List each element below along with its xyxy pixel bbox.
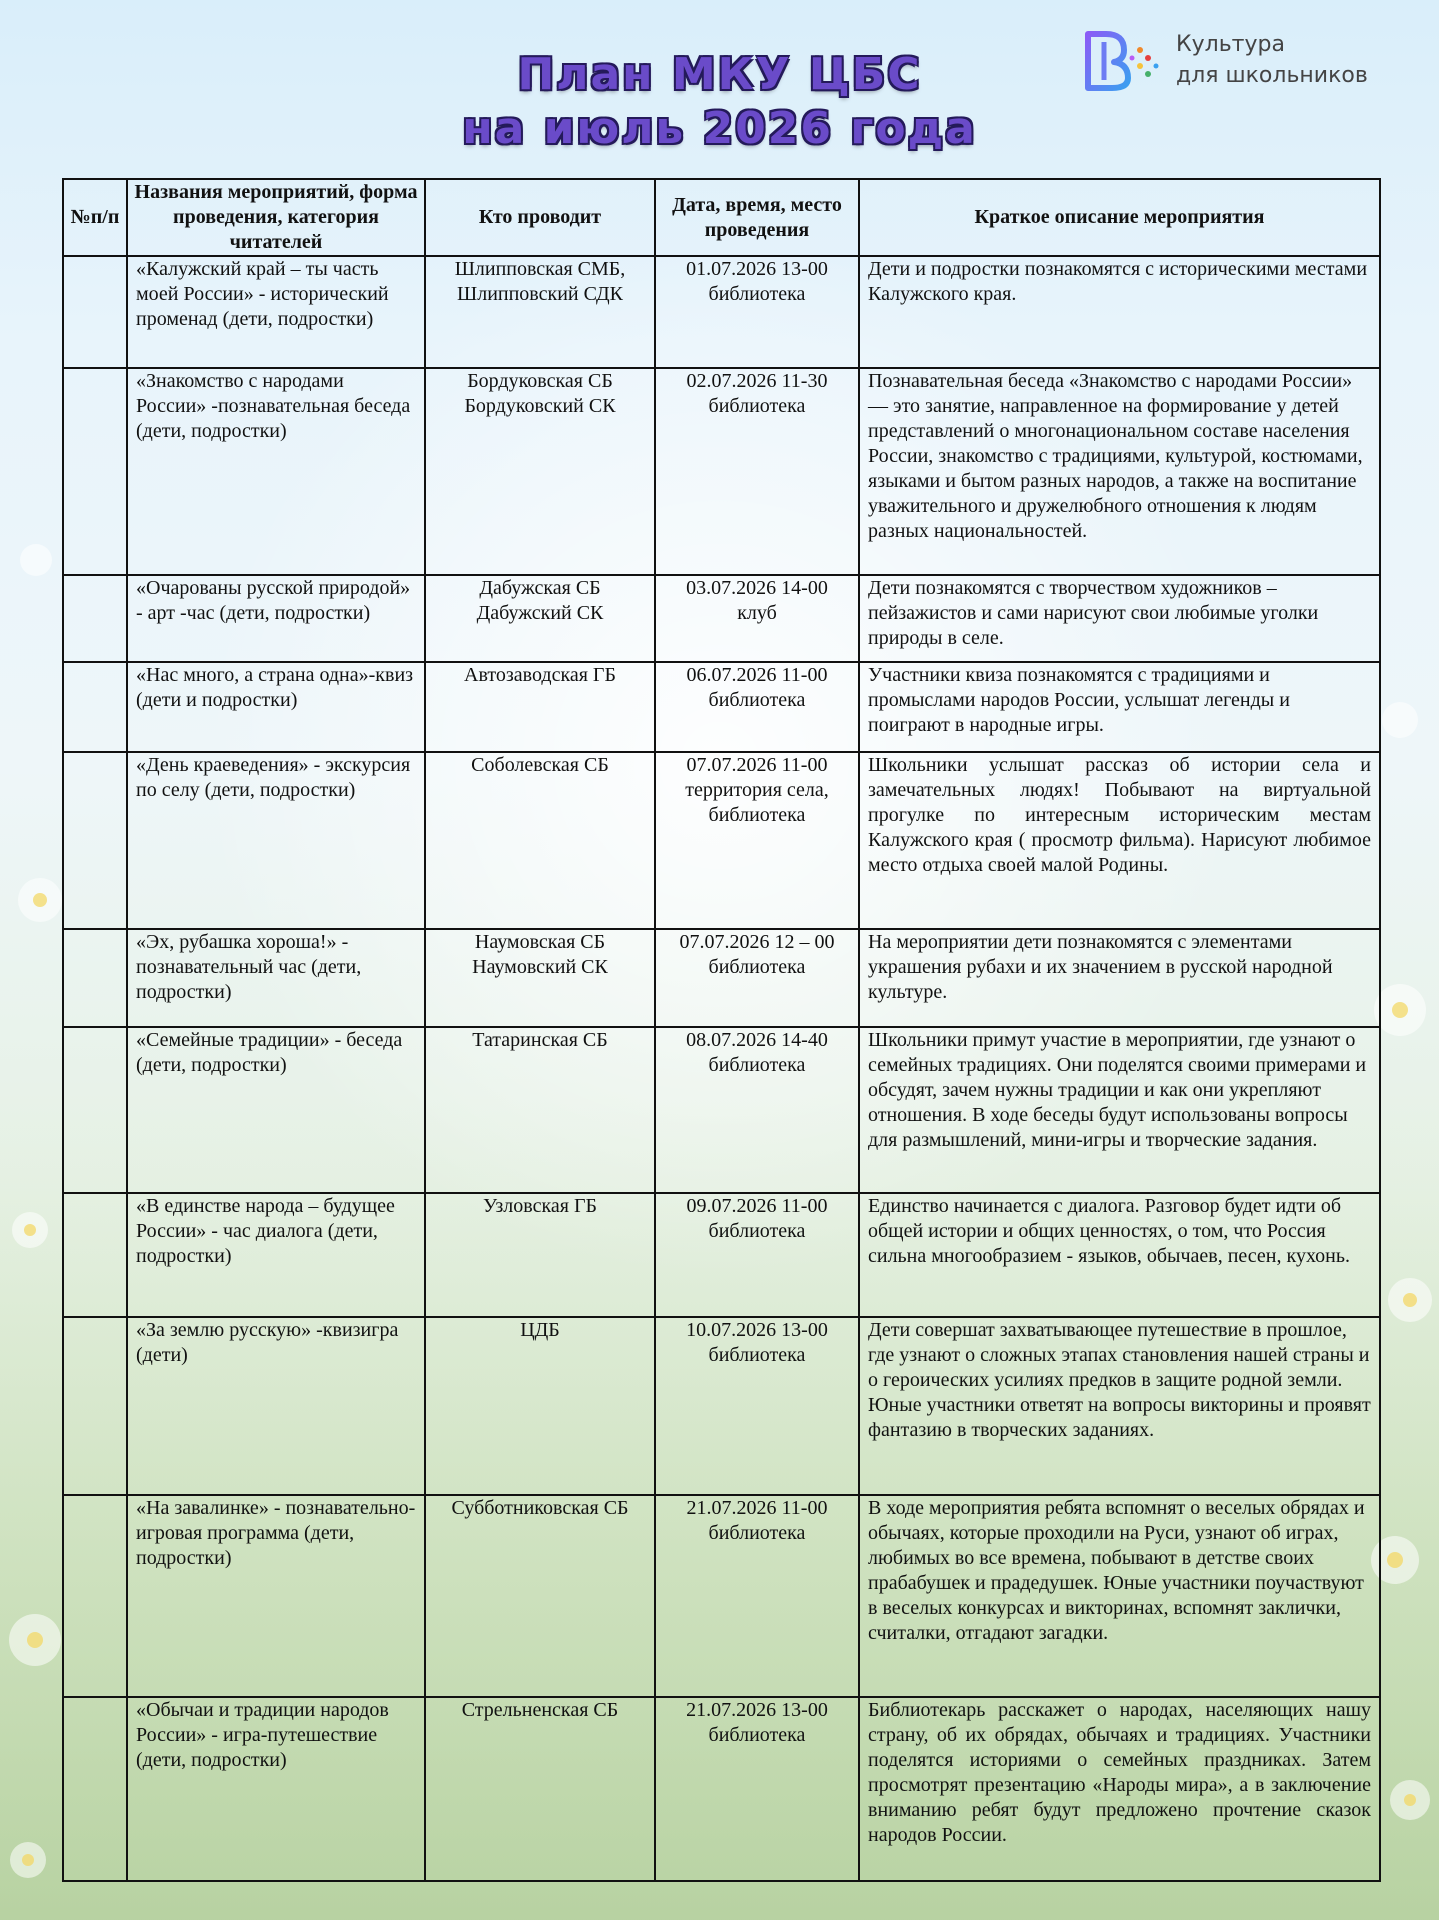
cell-who: Наумовская СБ Наумовский СК [425, 929, 655, 1027]
table-row [63, 752, 1380, 929]
cell-name: «За землю русскую» -квизигра (дети) [127, 1317, 425, 1495]
cell-who: Бордуковская СБ Бордуковский СК [425, 368, 655, 575]
table-row [63, 1027, 1380, 1193]
brand-logo-line1: Культура [1176, 32, 1285, 57]
cell-num [63, 368, 127, 575]
table-row [63, 1697, 1380, 1881]
cell-name: «Эх, рубашка хороша!» - познавательный час (дети, подростки) [127, 929, 425, 1027]
cell-name: «Калужский край – ты часть моей России» - исторический променад (дети, подростки) [127, 256, 425, 368]
table-row [63, 1317, 1380, 1495]
table-row [63, 1495, 1380, 1697]
cell-who: Дабужская СБ Дабужский СК [425, 575, 655, 662]
cell-num [63, 256, 127, 368]
cell-date: 03.07.2026 14-00 клуб [655, 575, 859, 662]
cell-num [63, 1697, 127, 1881]
cell-desc: Дети совершат захватывающее путешествие в прошлое, где узнают о сложных этапах становления нашей страны и о героических усилиях предков в защите родной земли. Юные участники ответят на вопросы викторины и проявят фантазию в творческих заданиях. [859, 1317, 1380, 1495]
table-row [63, 662, 1380, 752]
cell-desc: Дети познакомятся с творчеством художников – пейзажистов и сами нарисуют свои любимые уголки природы в селе. [859, 575, 1380, 662]
cell-name: «День краеведения» - экскурсия по селу (дети, подростки) [127, 752, 425, 929]
cell-date: 08.07.2026 14-40 библиотека [655, 1027, 859, 1193]
cell-date: 07.07.2026 11-00 территория села, библиотека [655, 752, 859, 929]
cell-date: 06.07.2026 11-00 библиотека [655, 662, 859, 752]
cell-num [63, 1495, 127, 1697]
cell-date: 10.07.2026 13-00 библиотека [655, 1317, 859, 1495]
cell-date: 01.07.2026 13-00 библиотека [655, 256, 859, 368]
table-row [63, 368, 1380, 575]
cell-desc: Школьники услышат рассказ об истории села и замечательных людях! Побывают на виртуальной прогулке по интересным историческим местам Калужского края ( просмотр фильма). Нарисуют любимое место отдыха своей малой Родины. [859, 752, 1380, 929]
cell-who: Субботниковская СБ [425, 1495, 655, 1697]
cell-name: «В единстве народа – будущее России» - час диалога (дети, подростки) [127, 1193, 425, 1317]
cell-who: Автозаводская ГБ [425, 662, 655, 752]
cell-who: Шлипповская СМБ, Шлипповский СДК [425, 256, 655, 368]
events-table [62, 178, 1381, 1882]
page-title [0, 48, 1439, 156]
cell-num [63, 1027, 127, 1193]
cell-who: Татаринская СБ [425, 1027, 655, 1193]
page-title-line2: на июль 2026 года [462, 103, 977, 154]
cell-num [63, 1193, 127, 1317]
header-name: Названия мероприятий, форма проведения, категория читателей [127, 179, 425, 256]
cell-num [63, 1317, 127, 1495]
table-row [63, 929, 1380, 1027]
cell-date: 21.07.2026 11-00 библиотека [655, 1495, 859, 1697]
table-row [63, 256, 1380, 368]
cell-name: «Знакомство с народами России» -познавательная беседа (дети, подростки) [127, 368, 425, 575]
cell-who: Стрельненская СБ [425, 1697, 655, 1881]
cell-name: «Нас много, а страна одна»-квиз (дети и подростки) [127, 662, 425, 752]
cell-num [63, 752, 127, 929]
table-row [63, 575, 1380, 662]
cell-desc: Познавательная беседа «Знакомство с народами России» — это занятие, направленное на формирование у детей представлений о многонациональном составе населения России, знакомство с традициями, культурой, костюмами, языками и бытом разных народов, а также на воспитание уважительного и дружелюбного отношения к людям разных национальностей. [859, 368, 1380, 575]
cell-date: 07.07.2026 12 – 00 библиотека [655, 929, 859, 1027]
cell-desc: В ходе мероприятия ребята вспомнят о веселых обрядах и обычаях, которые проходили на Руси, узнают об играх, любимых во все времена, побывают в детстве своих прабабушек и прадедушек. Юные участники поучаствуют в веселых конкурсах и викторинах, вспомнят заклички, считалки, отгадают загадки. [859, 1495, 1380, 1697]
events-table-container [62, 178, 1379, 1882]
cell-name: «Обычаи и традиции народов России» - игра-путешествие (дети, подростки) [127, 1697, 425, 1881]
table-header-row [63, 179, 1380, 256]
cell-num [63, 575, 127, 662]
page-title-line1: План МКУ ЦБС [517, 49, 922, 100]
cell-num [63, 662, 127, 752]
cell-desc: На мероприятии дети познакомятся с элементами украшения рубахи и их значением в русской народной культуре. [859, 929, 1380, 1027]
cell-date: 02.07.2026 11-30 библиотека [655, 368, 859, 575]
cell-name: «На завалинке» - познавательно-игровая программа (дети, подростки) [127, 1495, 425, 1697]
cell-desc: Участники квиза познакомятся с традициями и промыслами народов России, услышат легенды и поиграют в народные игры. [859, 662, 1380, 752]
cell-who: ЦДБ [425, 1317, 655, 1495]
header-num: №п/п [63, 179, 127, 256]
cell-who: Соболевская СБ [425, 752, 655, 929]
cell-name: «Очарованы русской природой» - арт -час (дети, подростки) [127, 575, 425, 662]
cell-desc: Единство начинается с диалога. Разговор будет идти об общей истории и общих ценностях, о том, что Россия сильна многообразием - языков, обычаев, песен, кухонь. [859, 1193, 1380, 1317]
brand-logo-line2: для школьников [1176, 63, 1368, 88]
cell-desc: Дети и подростки познакомятся с историческими местами Калужского края. [859, 256, 1380, 368]
cell-who: Узловская ГБ [425, 1193, 655, 1317]
table-row [63, 1193, 1380, 1317]
cell-desc: Школьники примут участие в мероприятии, где узнают о семейных традициях. Они поделятся своими примерами и обсудят, зачем нужны традиции и как они укрепляют отношения. В ходе беседы будут использованы вопросы для размышлений, мини-игры и творческие задания. [859, 1027, 1380, 1193]
header-desc: Краткое описание мероприятия [859, 179, 1380, 256]
cell-date: 21.07.2026 13-00 библиотека [655, 1697, 859, 1881]
header-who: Кто проводит [425, 179, 655, 256]
cell-name: «Семейные традиции» - беседа (дети, подростки) [127, 1027, 425, 1193]
cell-date: 09.07.2026 11-00 библиотека [655, 1193, 859, 1317]
cell-num [63, 929, 127, 1027]
header-date: Дата, время, место проведения [655, 179, 859, 256]
cell-desc: Библиотекарь расскажет о народах, населяющих нашу страну, об их обрядах, обычаях и традициях. Участники поделятся историями о семейных праздниках. Затем просмотрят презентацию «Народы мира», а в заключение вниманию ребят будут предложено прочтение сказок народов России. [859, 1697, 1380, 1881]
